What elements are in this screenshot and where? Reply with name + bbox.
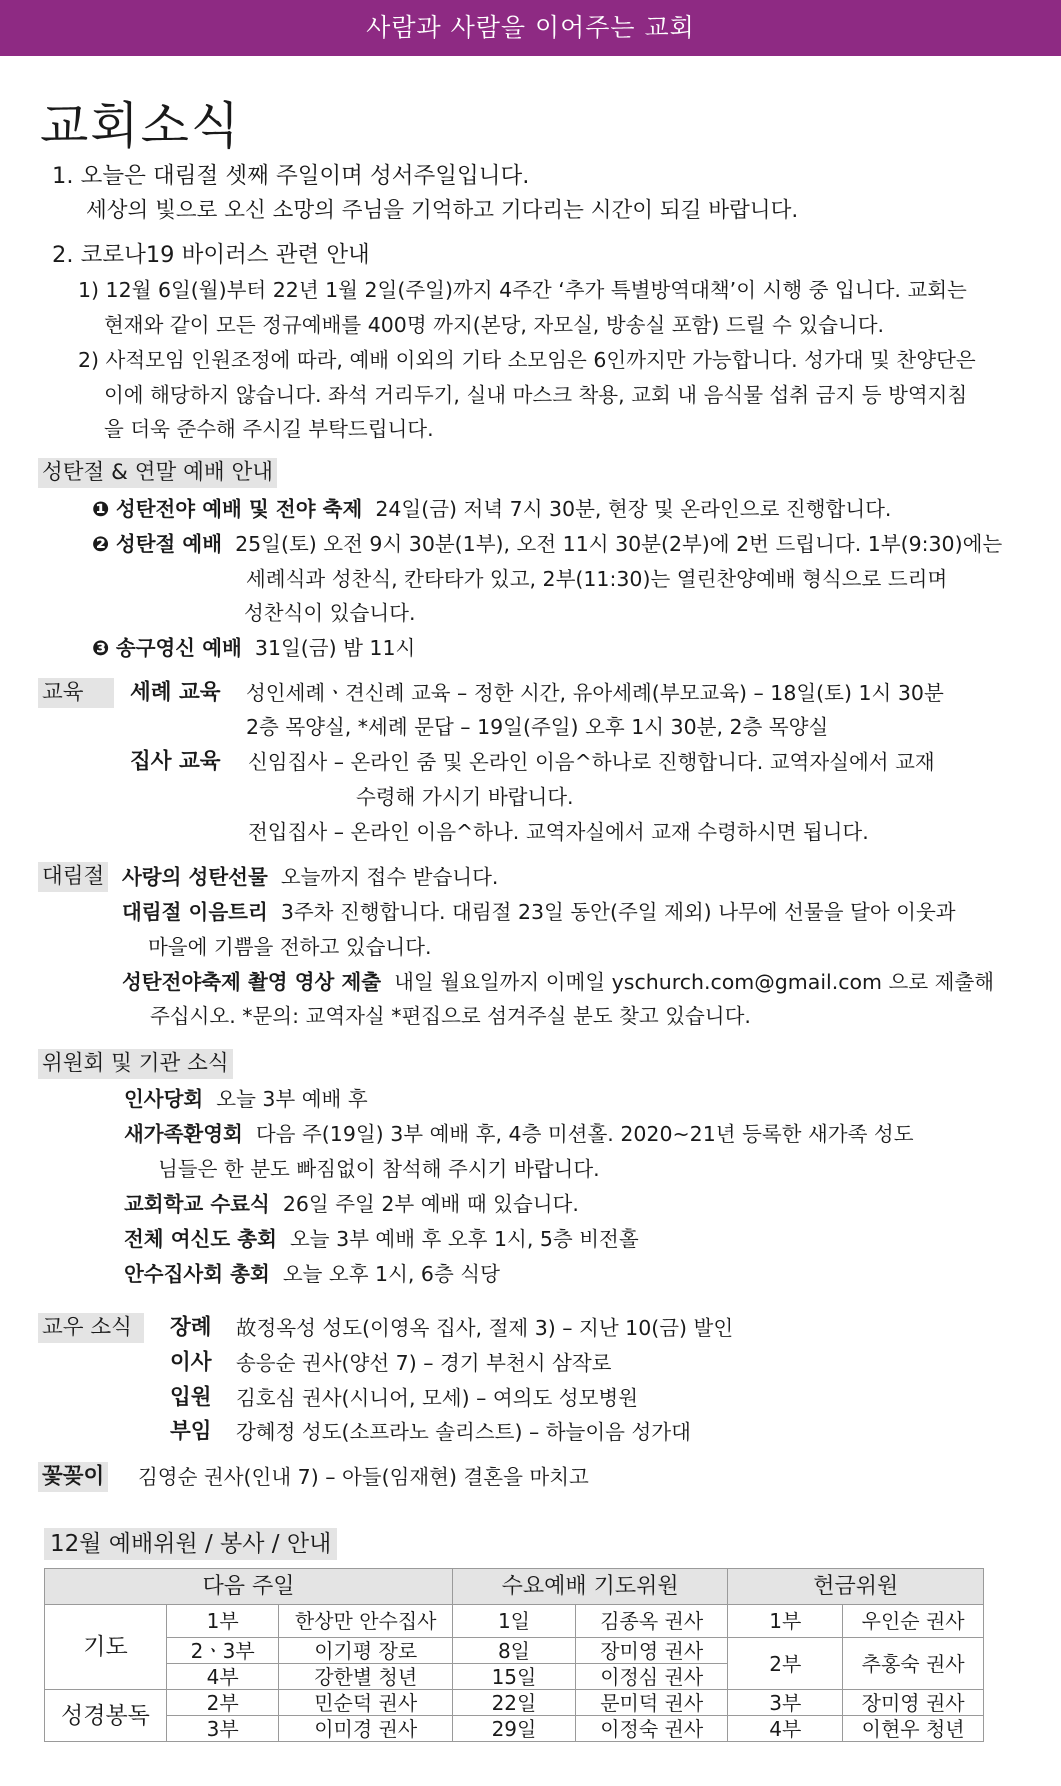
event-2-line-3: 성찬식이 있습니다. — [244, 601, 416, 625]
notice-2-item-2-line-1: 2) 사적모임 인원조정에 따라, 예배 이외의 기타 소모임은 6인까지만 가능합니다. 성가대 및 찬양단은 — [78, 348, 976, 372]
notice-2-item-2-line-2: 이에 해당하지 않습니다. 좌석 거리두기, 실내 마스크 착용, 교회 내 음식물 섭취 금지 등 방역지침 — [104, 383, 968, 407]
members-row-3-desc: 김호심 권사(시니어, 모세) – 여의도 성모병원 — [236, 1386, 638, 1410]
bullet-2-icon: ❷ — [92, 532, 110, 556]
christmas-event-3 — [92, 633, 415, 663]
deacon-class-line-1: 신임집사 – 온라인 줌 및 온라인 이음^하나로 진행합니다. 교역자실에서 교재 — [248, 750, 935, 774]
sunday-part: 2부 — [166, 1690, 279, 1716]
flowers-desc: 김영순 권사(인내 7) – 아들(임재현) 결혼을 마치고 — [138, 1465, 589, 1489]
bullet-1-icon: ❶ — [92, 497, 110, 521]
committee-2-line-2: 님들은 한 분도 빠짐없이 참석해 주시기 바랍니다. — [158, 1157, 600, 1181]
header-offering: 헌금위원 — [728, 1569, 984, 1605]
notice-2-item-2-line-3: 을 더욱 준수해 주시길 부탁드립니다. — [104, 417, 434, 441]
committee-4-name: 전체 여신도 총회 — [124, 1227, 277, 1251]
sunday-name: 강한별 청년 — [279, 1664, 452, 1690]
deacon-class-line-3: 전입집사 – 온라인 이음^하나. 교역자실에서 교재 수령하시면 됩니다. — [248, 820, 869, 844]
offering-part: 4부 — [728, 1716, 843, 1742]
committee-4-desc: 오늘 3부 예배 후 오후 1시, 5층 비전홀 — [289, 1227, 639, 1251]
offering-name: 추홍숙 권사 — [843, 1638, 984, 1690]
sunday-part: 1부 — [166, 1605, 279, 1638]
wednesday-name: 장미영 권사 — [576, 1638, 728, 1664]
committee-1 — [124, 1084, 368, 1114]
committee-1-desc: 오늘 3부 예배 후 — [216, 1087, 368, 1111]
members-row-4-label: 부임 — [170, 1419, 212, 1444]
advent-tree — [122, 897, 956, 927]
committee-2-name: 새가족환영회 — [124, 1122, 243, 1146]
committee-1-name: 인사당회 — [124, 1087, 204, 1111]
advent-video — [122, 967, 994, 997]
event-2-line-1: 25일(토) 오전 9시 30분(1부), 오전 11시 30분(2부)에 2번 드립니다. 1부(9:30)에는 — [235, 532, 1003, 556]
notice-1-title: 1. 오늘은 대림절 셋째 주일이며 성서주일입니다. — [52, 163, 530, 189]
flowers-heading: 꽃꽂이 — [38, 1462, 108, 1492]
bullet-3-icon: ❸ — [92, 636, 110, 660]
sunday-name: 이기평 장로 — [279, 1638, 452, 1664]
sunday-part: 4부 — [166, 1664, 279, 1690]
wednesday-date: 22일 — [452, 1690, 575, 1716]
offering-part: 3부 — [728, 1690, 843, 1716]
tree-line-2: 마을에 기쁨을 전하고 있습니다. — [148, 935, 432, 959]
christmas-event-2 — [92, 529, 1002, 559]
offering-name: 우인순 권사 — [843, 1605, 984, 1638]
committee-5-name: 안수집사회 총회 — [124, 1262, 270, 1286]
page-title: 교회소식 — [40, 97, 242, 155]
offering-part: 1부 — [728, 1605, 843, 1638]
committee-3-desc: 26일 주일 2부 예배 때 있습니다. — [282, 1192, 579, 1216]
notice-2-item-1-line-2: 현재와 같이 모든 정규예배를 400명 까지(본당, 자모실, 방송실 포함) 드릴 수 있습니다. — [104, 313, 885, 337]
committee-5 — [124, 1259, 500, 1289]
offering-name: 이현우 청년 — [843, 1716, 984, 1742]
wednesday-date: 1일 — [452, 1605, 575, 1638]
baptism-class-line-1: 성인세례ㆍ견신례 교육 – 정한 시간, 유아세례(부모교육) – 18일(토) 1시 30분 — [246, 681, 944, 705]
wednesday-name: 문미덕 권사 — [576, 1690, 728, 1716]
committee-heading: 위원회 및 기관 소식 — [38, 1049, 233, 1079]
event-2-name: 성탄절 예배 — [115, 532, 223, 556]
tree-name: 대림절 이음트리 — [122, 900, 268, 924]
event-2-line-2: 세례식과 성찬식, 칸타타가 있고, 2부(11:30)는 열린찬양예배 형식으로 드리며 — [246, 567, 948, 591]
christmas-heading: 성탄절 & 연말 예배 안내 — [38, 458, 277, 488]
wednesday-date: 15일 — [452, 1664, 575, 1690]
header-next-sunday: 다음 주일 — [45, 1569, 453, 1605]
header-banner: 사람과 사람을 이어주는 교회 — [0, 0, 1061, 56]
members-row-1-label: 장례 — [170, 1315, 212, 1340]
worship-committee-table — [44, 1568, 984, 1742]
deacon-class-name: 집사 교육 — [130, 749, 221, 774]
table-row — [45, 1605, 984, 1638]
members-row-2-label: 이사 — [170, 1350, 212, 1375]
wednesday-name: 이정숙 권사 — [576, 1716, 728, 1742]
event-3-desc: 31일(금) 밤 11시 — [254, 636, 416, 660]
video-line-1: 내일 월요일까지 이메일 yschurch.com@gmail.com 으로 제출해 — [394, 970, 995, 994]
education-heading: 교육 — [38, 678, 114, 708]
advent-gift — [122, 862, 498, 892]
gift-desc: 오늘까지 접수 받습니다. — [280, 865, 499, 889]
members-row-2-desc: 송응순 권사(양선 7) – 경기 부천시 삼작로 — [236, 1351, 612, 1375]
sunday-name: 한상만 안수집사 — [279, 1605, 452, 1638]
offering-name: 장미영 권사 — [843, 1690, 984, 1716]
notice-2-item-1-line-1: 1) 12월 6일(월)부터 22년 1월 2일(주일)까지 4주간 ‘추가 특별방역대책’이 시행 중 입니다. 교회는 — [78, 278, 967, 302]
event-1-desc: 24일(금) 저녁 7시 30분, 현장 및 온라인으로 진행합니다. — [375, 497, 892, 521]
committee-5-desc: 오늘 오후 1시, 6층 식당 — [282, 1262, 500, 1286]
sunday-name: 민순덕 권사 — [279, 1690, 452, 1716]
header-wednesday-prayer: 수요예배 기도위원 — [452, 1569, 727, 1605]
notice-2-title: 2. 코로나19 바이러스 관련 안내 — [52, 242, 370, 268]
deacon-class-line-2: 수령해 가시기 바랍니다. — [356, 785, 574, 809]
table-row — [45, 1716, 984, 1742]
event-1-name: 성탄전야 예배 및 전야 축제 — [115, 497, 363, 521]
sunday-name: 이미경 권사 — [279, 1716, 452, 1742]
advent-heading: 대림절 — [38, 862, 108, 892]
committee-3-name: 교회학교 수료식 — [124, 1192, 270, 1216]
tree-line-1: 3주차 진행합니다. 대림절 23일 동안(주일 제외) 나무에 선물을 달아 이웃과 — [280, 900, 956, 924]
offering-part: 2부 — [728, 1638, 843, 1690]
worship-table-heading: 12월 예배위원 / 봉사 / 안내 — [44, 1528, 337, 1560]
wednesday-name: 김종옥 권사 — [576, 1605, 728, 1638]
baptism-class-line-2: 2층 목양실, *세례 문답 – 19일(주일) 오후 1시 30분, 2층 목양실 — [246, 715, 829, 739]
members-row-4-desc: 강혜정 성도(소프라노 솔리스트) – 하늘이음 성가대 — [236, 1420, 691, 1444]
wednesday-date: 29일 — [452, 1716, 575, 1742]
wednesday-name: 이정심 권사 — [576, 1664, 728, 1690]
baptism-class-name: 세례 교육 — [130, 680, 221, 705]
video-line-2: 주십시오. *문의: 교역자실 *편집으로 섬겨주실 분도 찾고 있습니다. — [150, 1004, 751, 1028]
christmas-event-1 — [92, 494, 891, 524]
committee-2 — [124, 1119, 914, 1149]
sunday-part: 2ㆍ3부 — [166, 1638, 279, 1664]
members-heading: 교우 소식 — [38, 1313, 144, 1343]
table-row — [45, 1690, 984, 1716]
reading-label: 성경봉독 — [45, 1690, 167, 1742]
table-row — [45, 1638, 984, 1664]
wednesday-date: 8일 — [452, 1638, 575, 1664]
committee-2-line-1: 다음 주(19일) 3부 예배 후, 4층 미션홀. 2020~21년 등록한 새가족 성도 — [255, 1122, 914, 1146]
committee-3 — [124, 1189, 579, 1219]
committee-4 — [124, 1224, 639, 1254]
table-header-row — [45, 1569, 984, 1605]
prayer-label: 기도 — [45, 1605, 167, 1690]
members-row-3-label: 입원 — [170, 1385, 212, 1410]
video-name: 성탄전야축제 촬영 영상 제출 — [122, 970, 382, 994]
members-row-1-desc: 故정옥성 성도(이영옥 집사, 절제 3) – 지난 10(금) 발인 — [236, 1316, 734, 1340]
notice-1-body: 세상의 빛으로 오신 소망의 주님을 기억하고 기다리는 시간이 되길 바랍니다. — [86, 198, 799, 223]
gift-name: 사랑의 성탄선물 — [122, 865, 268, 889]
sunday-part: 3부 — [166, 1716, 279, 1742]
event-3-name: 송구영신 예배 — [115, 636, 242, 660]
